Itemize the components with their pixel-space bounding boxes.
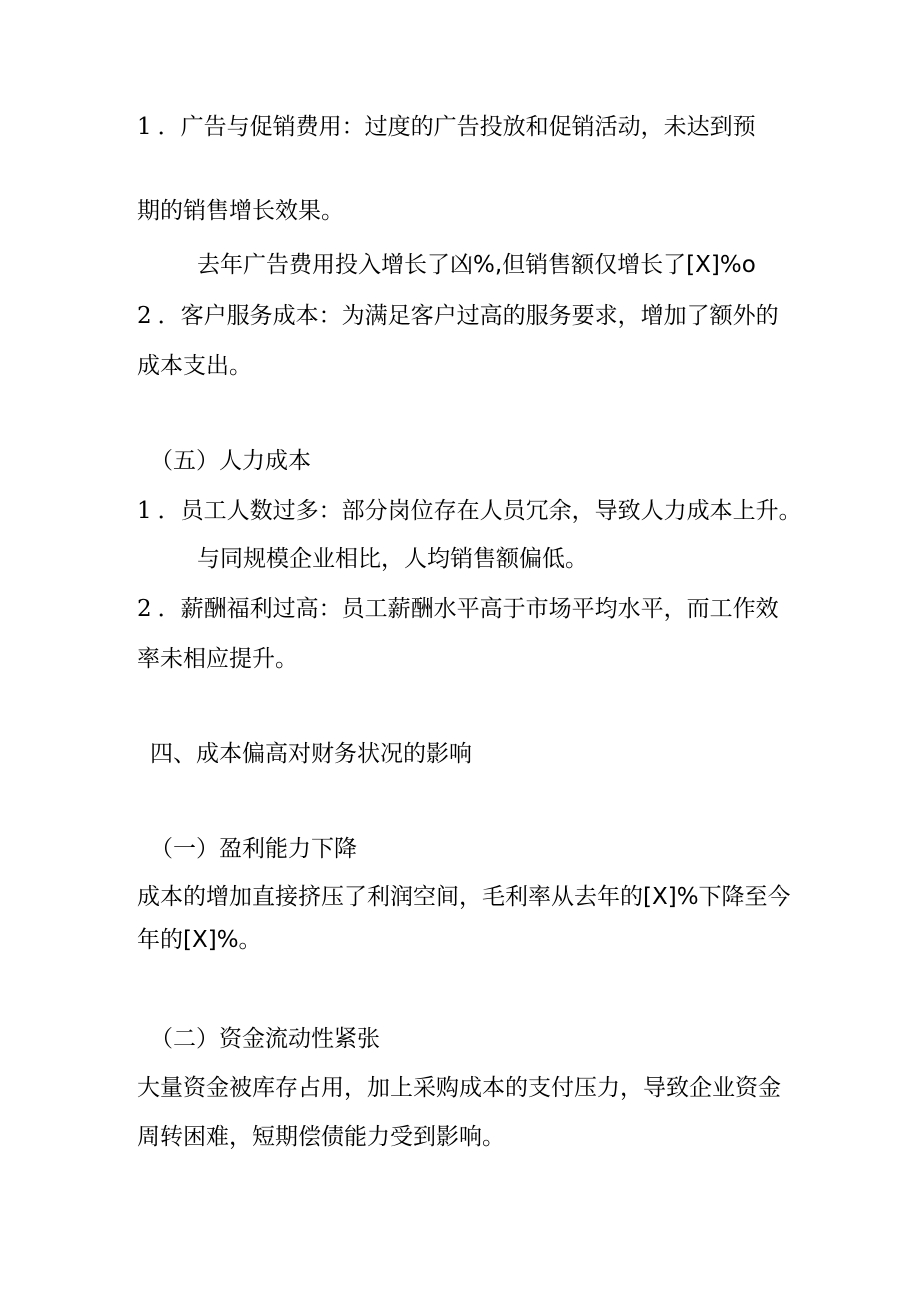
list-item-compensation: [137, 594, 779, 624]
paragraph-note: 与同规模企业相比，人均销售额偏低。: [197, 546, 588, 572]
list-item-ad-promotion: [137, 112, 756, 142]
list-number: 1: [137, 114, 158, 140]
paragraph-continuation: 率未相应提升。: [137, 646, 298, 672]
list-item-text: ．薪酬福利过高：员工薪酬水平高于市场平均水平，而工作效: [157, 596, 779, 622]
subsection-heading-liquidity: （二）资金流动性紧张: [150, 1026, 380, 1052]
list-item-customer-service: [137, 301, 779, 331]
section-heading-labor-cost: （五）人力成本: [150, 448, 311, 474]
list-item-text: ．客户服务成本：为满足客户过高的服务要求，增加了额外的: [157, 303, 779, 329]
part-heading-financial-impact: 四、成本偏高对财务状况的影响: [150, 741, 472, 767]
paragraph-continuation: 成本支出。: [137, 353, 252, 379]
paragraph-continuation: 周转困难，短期偿债能力受到影响。: [137, 1124, 505, 1150]
list-item-text: ．广告与促销费用：过度的广告投放和促销活动，未达到预: [157, 114, 756, 140]
list-item-overstaffing: [137, 496, 802, 526]
paragraph-continuation: 期的销售增长效果。: [137, 198, 344, 224]
list-number: 1: [137, 498, 158, 524]
subsection-heading-profitability: （一）盈利能力下降: [150, 836, 357, 862]
paragraph-continuation: 年的[X]%。: [137, 927, 262, 953]
paragraph-text: 大量资金被库存占用，加上采购成本的支付压力，导致企业资金: [137, 1075, 781, 1101]
list-number: 2: [137, 596, 158, 622]
list-number: 2: [137, 303, 158, 329]
paragraph-text: 成本的增加直接挤压了利润空间，毛利率从去年的[X]%下降至今: [137, 884, 791, 910]
paragraph-note: 去年广告费用投入增长了凶%,但销售额仅增长了[X]%o: [197, 252, 756, 278]
list-item-text: ．员工人数过多：部分岗位存在人员冗余，导致人力成本上升。: [157, 498, 802, 524]
